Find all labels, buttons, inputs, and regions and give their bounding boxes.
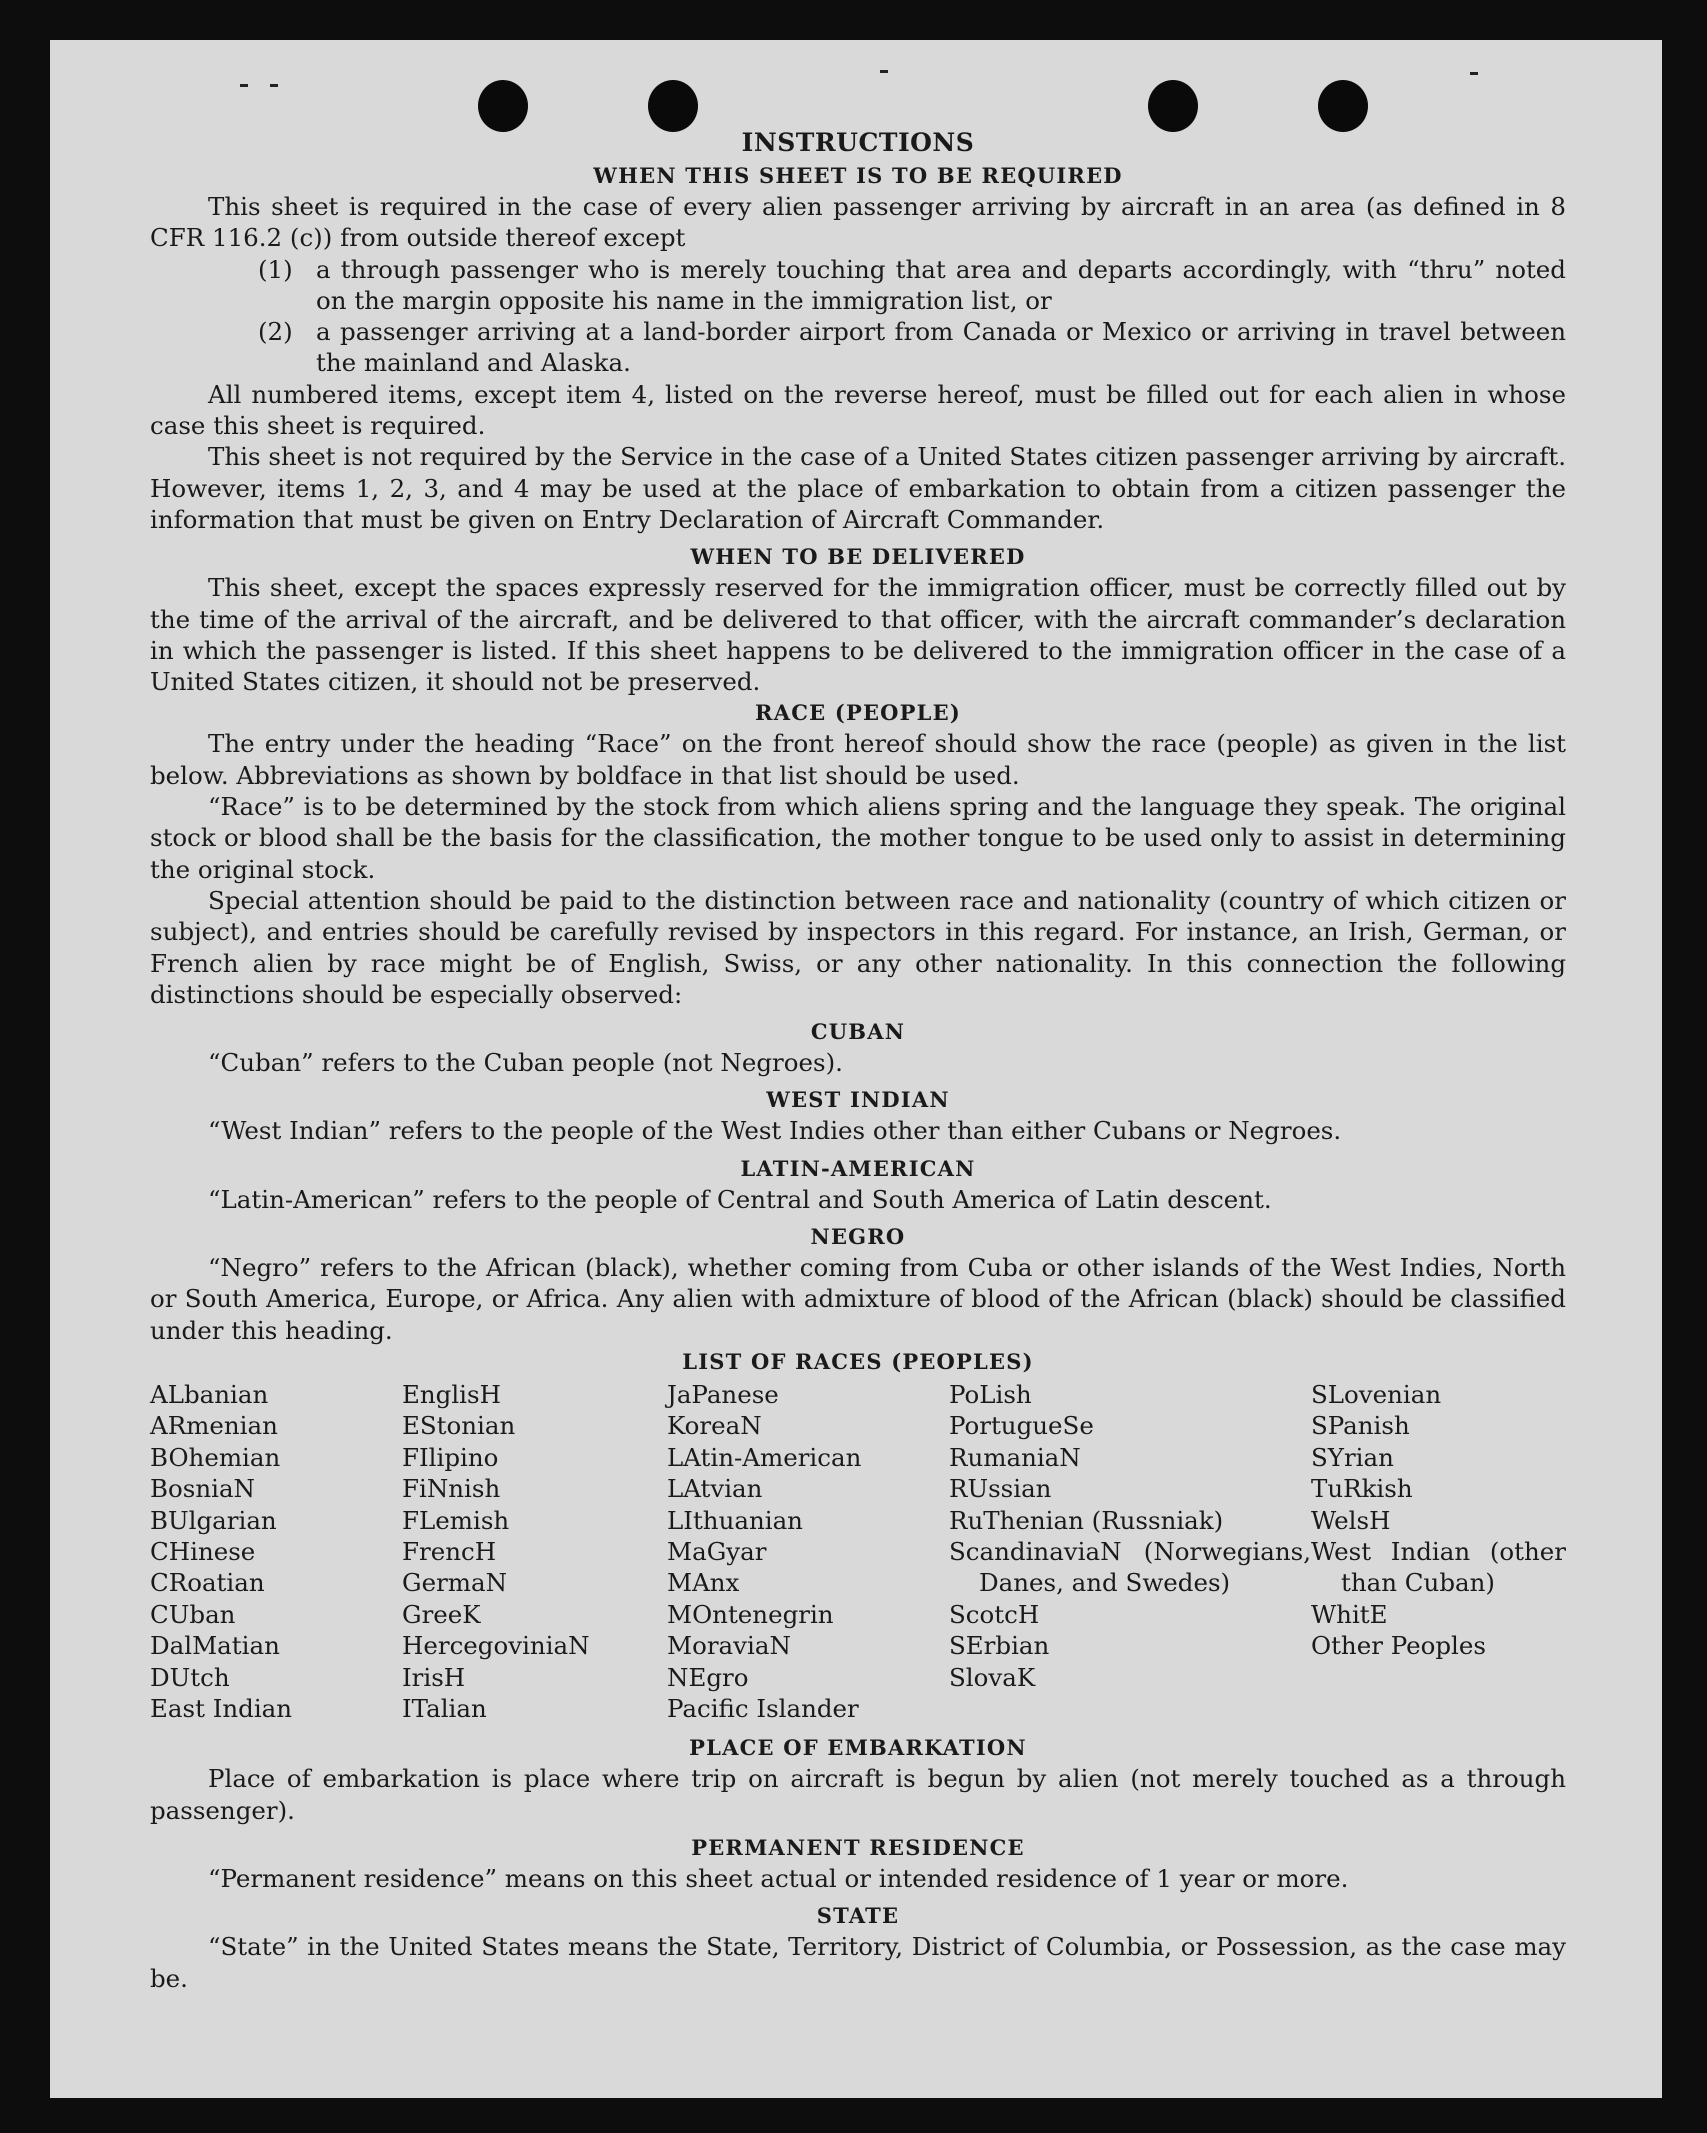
race-entry: ScotcH (949, 1599, 1040, 1629)
item-number: (1) (258, 254, 293, 284)
page-title: INSTRUCTIONS (741, 128, 975, 157)
race-entry: MAnx (667, 1568, 740, 1598)
race-entry: CUban (150, 1599, 236, 1629)
required-intro: This sheet is required in the case of every alien passenger arriving by aircraft in an area (as defined in 8 CFR 116.2 (c)) from outside thereof except (150, 192, 1566, 253)
races-column (1311, 1379, 1566, 1724)
item-text: a passenger arriving at a land-border airport from Canada or Mexico or arriving in travel between the mainland and Alaska. (316, 317, 1566, 378)
race-entry: JaPanese (667, 1379, 779, 1409)
delivered-para: This sheet, except the spaces expressly reserved for the immigration officer, must be correctly filled out by the time of the arrival of the aircraft, and be delivered to that officer, with the aircraft commander’s declaration in which the passenger is listed. If this sheet happens to be delivered to the immigration officer in the case of a United States citizen, it should not be preserved. (150, 573, 1566, 697)
races-column (667, 1379, 949, 1724)
race-entry: KoreaN (667, 1411, 762, 1441)
race-entry: FiNnish (402, 1474, 501, 1504)
races-column (150, 1379, 402, 1724)
race-entry: GermaN (402, 1568, 508, 1598)
item-text: a through passenger who is merely touching that area and departs accordingly, with “thru” noted on the margin opposite his name in the immigration list, or (316, 254, 1566, 315)
race-entry: FLemish (402, 1505, 510, 1535)
negro-para: “Negro” refers to the African (black), whether coming from Cuba or other islands of the West Indies, North or South America, Europe, or Africa. Any alien with admixture of blood of the African (black) should be classified under this heading. (150, 1253, 1566, 1345)
race-entry: IrisH (402, 1662, 466, 1692)
race-entry: MOntenegrin (667, 1599, 834, 1629)
section-heading-residence: PERMANENT RESIDENCE (691, 1834, 1025, 1860)
race-entry: Pacific Islander (667, 1693, 859, 1723)
race-entry: SlovaK (949, 1662, 1036, 1692)
race-entry: ALbanian (150, 1379, 269, 1409)
race-entry: TuRkish (1311, 1474, 1413, 1504)
item-number: (2) (258, 317, 293, 347)
race-entry: RuThenian (Russniak) (949, 1505, 1224, 1535)
race-entry: DalMatian (150, 1631, 280, 1661)
section-heading-required: WHEN THIS SHEET IS TO BE REQUIRED (593, 163, 1123, 188)
race-entry: CRoatian (150, 1568, 265, 1598)
race-entry: LAtvian (667, 1474, 763, 1504)
scan-speck (1470, 72, 1478, 75)
race-entry: MaGyar (667, 1536, 767, 1566)
instructions-body (150, 126, 1566, 1994)
west-indian-para: “West Indian” refers to the people of the West Indies other than either Cubans or Negroes. (208, 1116, 1342, 1146)
race-entry: East Indian (150, 1693, 293, 1723)
race-entry: Other Peoples (1311, 1631, 1486, 1661)
section-heading-embarkation: PLACE OF EMBARKATION (689, 1735, 1027, 1761)
section-heading-state: STATE (816, 1903, 900, 1929)
section-heading-delivered: WHEN TO BE DELIVERED (690, 544, 1026, 570)
scan-speck (880, 70, 888, 73)
required-para: All numbered items, except item 4, listed on the reverse hereof, must be filled out for each alien in whose case this sheet is required. (150, 379, 1566, 441)
race-entry: GreeK (402, 1599, 481, 1629)
punch-hole (1148, 80, 1198, 132)
races-column (949, 1379, 1311, 1724)
race-entry: SErbian (949, 1631, 1050, 1661)
form-sheet (50, 40, 1662, 2098)
embarkation-para: Place of embarkation is place where trip on aircraft is begun by alien (not merely touched as a through passenger). (150, 1764, 1566, 1825)
race-entry: RumaniaN (949, 1442, 1081, 1472)
scan-speck (270, 84, 278, 87)
race-entry: PoLish (949, 1379, 1032, 1409)
race-entry: ScandinaviaN (Norwegians, Danes, and Swedes) (949, 1536, 1311, 1598)
punch-hole (478, 80, 528, 132)
race-entry: MoraviaN (667, 1631, 791, 1661)
race-entry: CHinese (150, 1536, 256, 1566)
race-para: The entry under the heading “Race” on the front hereof should show the race (people) as given in the list below. Abbreviations as shown by boldface in that list should be used. (150, 729, 1566, 790)
section-heading-races-list: LIST OF RACES (PEOPLES) (682, 1348, 1034, 1374)
race-entry: BosniaN (150, 1474, 255, 1504)
latin-american-para: “Latin-American” refers to the people of Central and South America of Latin descent. (208, 1184, 1272, 1214)
scan-speck (240, 84, 248, 87)
race-entry: FrencH (402, 1536, 497, 1566)
race-entry: DUtch (150, 1662, 230, 1692)
section-heading-negro: NEGRO (810, 1224, 906, 1250)
race-entry: WhitE (1311, 1599, 1388, 1629)
race-para: “Race” is to be determined by the stock from which aliens spring and the language they speak. The original stock or blood shall be the basis for the classification, the mother tongue to be used only to assist in determining the original stock. (150, 792, 1566, 884)
race-entry: PortugueSe (949, 1411, 1094, 1441)
race-entry: LIthuanian (667, 1505, 803, 1535)
section-heading-west-indian: WEST INDIAN (766, 1087, 950, 1113)
race-entry: ITalian (402, 1693, 487, 1723)
race-para: Special attention should be paid to the distinction between race and nationality (country of which citizen or subject), and entries should be carefully revised by inspectors in this regard. For instance, an Irish, German, or French alien by race might be of English, Swiss, or any other nationality. In this connection the following distinctions should be especially observed: (150, 885, 1566, 1009)
race-entry: HercegoviniaN (402, 1631, 590, 1661)
race-entry: BUlgarian (150, 1505, 277, 1535)
exception-item (150, 316, 1566, 379)
race-entry: EStonian (402, 1411, 516, 1441)
race-entry: WelsH (1311, 1505, 1391, 1535)
section-heading-cuban: CUBAN (810, 1019, 906, 1045)
race-entry: FIlipino (402, 1442, 499, 1472)
section-heading-race: RACE (PEOPLE) (755, 700, 961, 726)
race-entry: RUssian (949, 1474, 1052, 1504)
residence-para: “Permanent residence” means on this sheet actual or intended residence of 1 year or more. (208, 1863, 1349, 1893)
race-entry: SYrian (1311, 1442, 1394, 1472)
race-entry: BOhemian (150, 1442, 281, 1472)
required-para: This sheet is not required by the Service in the case of a United States citizen passenger arriving by aircraft. However, items 1, 2, 3, and 4 may be used at the place of embarkation to obtain from a citizen passenger the information that must be given on Entry Declaration of Aircraft Commander. (150, 442, 1566, 534)
race-entry: West Indian (other than Cuban) (1311, 1536, 1566, 1598)
section-heading-latin-american: LATIN-AMERICAN (740, 1155, 976, 1181)
races-list (150, 1379, 1566, 1724)
race-entry: EnglisH (402, 1379, 501, 1409)
punch-hole (648, 80, 698, 132)
exception-item (150, 254, 1566, 317)
race-entry: NEgro (667, 1662, 749, 1692)
punch-hole (1318, 80, 1368, 132)
race-entry: SLovenian (1311, 1379, 1442, 1409)
races-column (402, 1379, 667, 1724)
race-entry: SPanish (1311, 1411, 1410, 1441)
state-para: “State” in the United States means the State, Territory, District of Columbia, or Possession, as the case may be. (150, 1932, 1566, 1993)
cuban-para: “Cuban” refers to the Cuban people (not Negroes). (208, 1048, 843, 1078)
race-entry: LAtin-American (667, 1442, 862, 1472)
race-entry: ARmenian (150, 1411, 278, 1441)
